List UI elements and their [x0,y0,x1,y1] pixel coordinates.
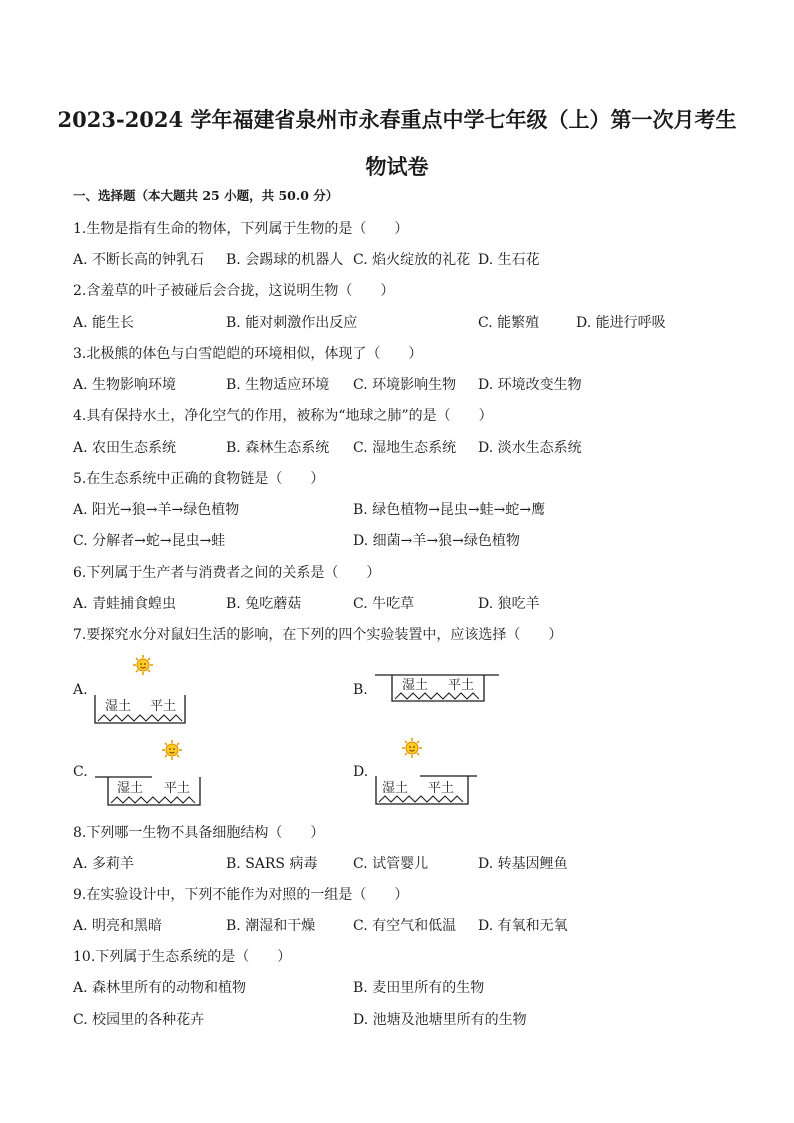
question-3-option-a[interactable]: A. 生物影响环境 [73,377,177,393]
sun-icon [402,738,422,758]
question-9-stem: 9.在实验设计中，下列不能作为对照的一组是（ ） [73,887,409,903]
question-5-stem: 5.在生态系统中正确的食物链是（ ） [73,471,325,487]
question-5-option-c[interactable]: C. 分解者→蛇→昆虫→蛙 [73,533,226,549]
question-9-option-c[interactable]: C. 有空气和低温 [353,918,457,934]
question-8-option-c[interactable]: C. 试管婴儿 [353,856,429,872]
question-8-option-d[interactable]: D. 转基因鲤鱼 [478,856,568,872]
question-2-option-a[interactable]: A. 能生长 [73,315,135,331]
question-4-option-a[interactable]: A. 农田生态系统 [73,440,177,456]
question-8-stem: 8.下列哪一生物不具备细胞结构（ ） [73,825,325,841]
question-6-option-b[interactable]: B. 兔吃蘑菇 [226,596,302,612]
question-6-option-a[interactable]: A. 青蛙捕食蝗虫 [73,596,177,612]
question-9-option-a[interactable]: A. 明亮和黑暗 [73,918,163,934]
question-1-stem: 1.生物是指有生命的物体，下列属于生物的是（ ） [73,221,409,237]
apparatus-c-left-label: 湿土 [117,781,144,796]
exam-title [40,96,754,190]
question-8-option-a[interactable]: A. 多莉羊 [73,856,135,872]
question-5-option-a[interactable]: A. 阳光→狼→羊→绿色植物 [73,502,240,518]
apparatus-d [372,736,482,808]
question-7-option-c[interactable]: C. [73,764,88,780]
apparatus-b-right-label: 平土 [448,678,475,693]
question-7-stem: 7.要探究水分对鼠妇生活的影响，在下列的四个实验装置中，应该选择（ ） [73,627,563,643]
sun-icon [133,655,153,675]
apparatus-b [372,668,502,708]
question-1-option-d[interactable]: D. 生石花 [478,252,540,268]
question-4-option-d[interactable]: D. 淡水生态系统 [478,440,582,456]
question-4-stem: 4.具有保持水土，净化空气的作用，被称为“地球之肺”的是（ ） [73,408,493,424]
question-7-option-b[interactable]: B. [353,682,368,698]
question-5-option-d[interactable]: D. 细菌→羊→狼→绿色植物 [353,533,520,549]
question-2-option-c[interactable]: C. 能繁殖 [478,315,540,331]
apparatus-a-left-label: 湿土 [105,699,132,714]
question-3-option-c[interactable]: C. 环境影响生物 [353,377,457,393]
question-10-option-c[interactable]: C. 校园里的各种花卉 [73,1012,205,1028]
question-3-option-d[interactable]: D. 环境改变生物 [478,377,582,393]
question-10-option-d[interactable]: D. 池塘及池塘里所有的生物 [353,1012,527,1028]
question-3-option-b[interactable]: B. 生物适应环境 [226,377,330,393]
question-6-stem: 6.下列属于生产者与消费者之间的关系是（ ） [73,565,381,581]
question-9-option-b[interactable]: B. 潮湿和干燥 [226,918,316,934]
question-4-option-c[interactable]: C. 湿地生态系统 [353,440,457,456]
question-1-option-c[interactable]: C. 焰火绽放的礼花 [353,252,471,268]
question-3-stem: 3.北极熊的体色与白雪皑皑的环境相似，体现了（ ） [73,346,423,362]
question-1-option-a[interactable]: A. 不断长高的钟乳石 [73,252,205,268]
title-line-1: 2023-2024 学年福建省泉州市永春重点中学七年级（上）第一次月考生 [57,107,737,132]
apparatus-a [90,655,200,727]
apparatus-d-right-label: 平土 [428,781,455,796]
question-10-option-a[interactable]: A. 森林里所有的动物和植物 [73,980,247,996]
question-10-stem: 10.下列属于生态系统的是（ ） [73,949,292,965]
question-7-option-a[interactable]: A. [73,682,88,698]
question-6-option-d[interactable]: D. 狼吃羊 [478,596,540,612]
question-6-option-c[interactable]: C. 牛吃草 [353,596,415,612]
question-10-option-b[interactable]: B. 麦田里所有的生物 [353,980,485,996]
question-2-stem: 2.含羞草的叶子被碰后会合拢，这说明生物（ ） [73,283,395,299]
apparatus-c [92,738,212,810]
question-5-option-b[interactable]: B. 绿色植物→昆虫→蛙→蛇→鹰 [353,502,546,518]
question-2-option-b[interactable]: B. 能对刺激作出反应 [226,315,358,331]
question-1-option-b[interactable]: B. 会踢球的机器人 [226,252,344,268]
section-heading: 一、选择题（本大题共 25 小题，共 50.0 分） [73,188,339,203]
apparatus-b-left-label: 湿土 [402,678,429,693]
title-line-2: 物试卷 [365,154,429,179]
sun-icon [162,740,182,760]
question-7-option-d[interactable]: D. [353,764,369,780]
question-2-option-d[interactable]: D. 能进行呼吸 [576,315,666,331]
apparatus-c-right-label: 平土 [164,781,191,796]
question-8-option-b[interactable]: B. SARS 病毒 [226,856,318,872]
question-9-option-d[interactable]: D. 有氧和无氧 [478,918,568,934]
apparatus-d-left-label: 湿土 [382,781,409,796]
apparatus-a-right-label: 平土 [150,699,177,714]
question-4-option-b[interactable]: B. 森林生态系统 [226,440,330,456]
